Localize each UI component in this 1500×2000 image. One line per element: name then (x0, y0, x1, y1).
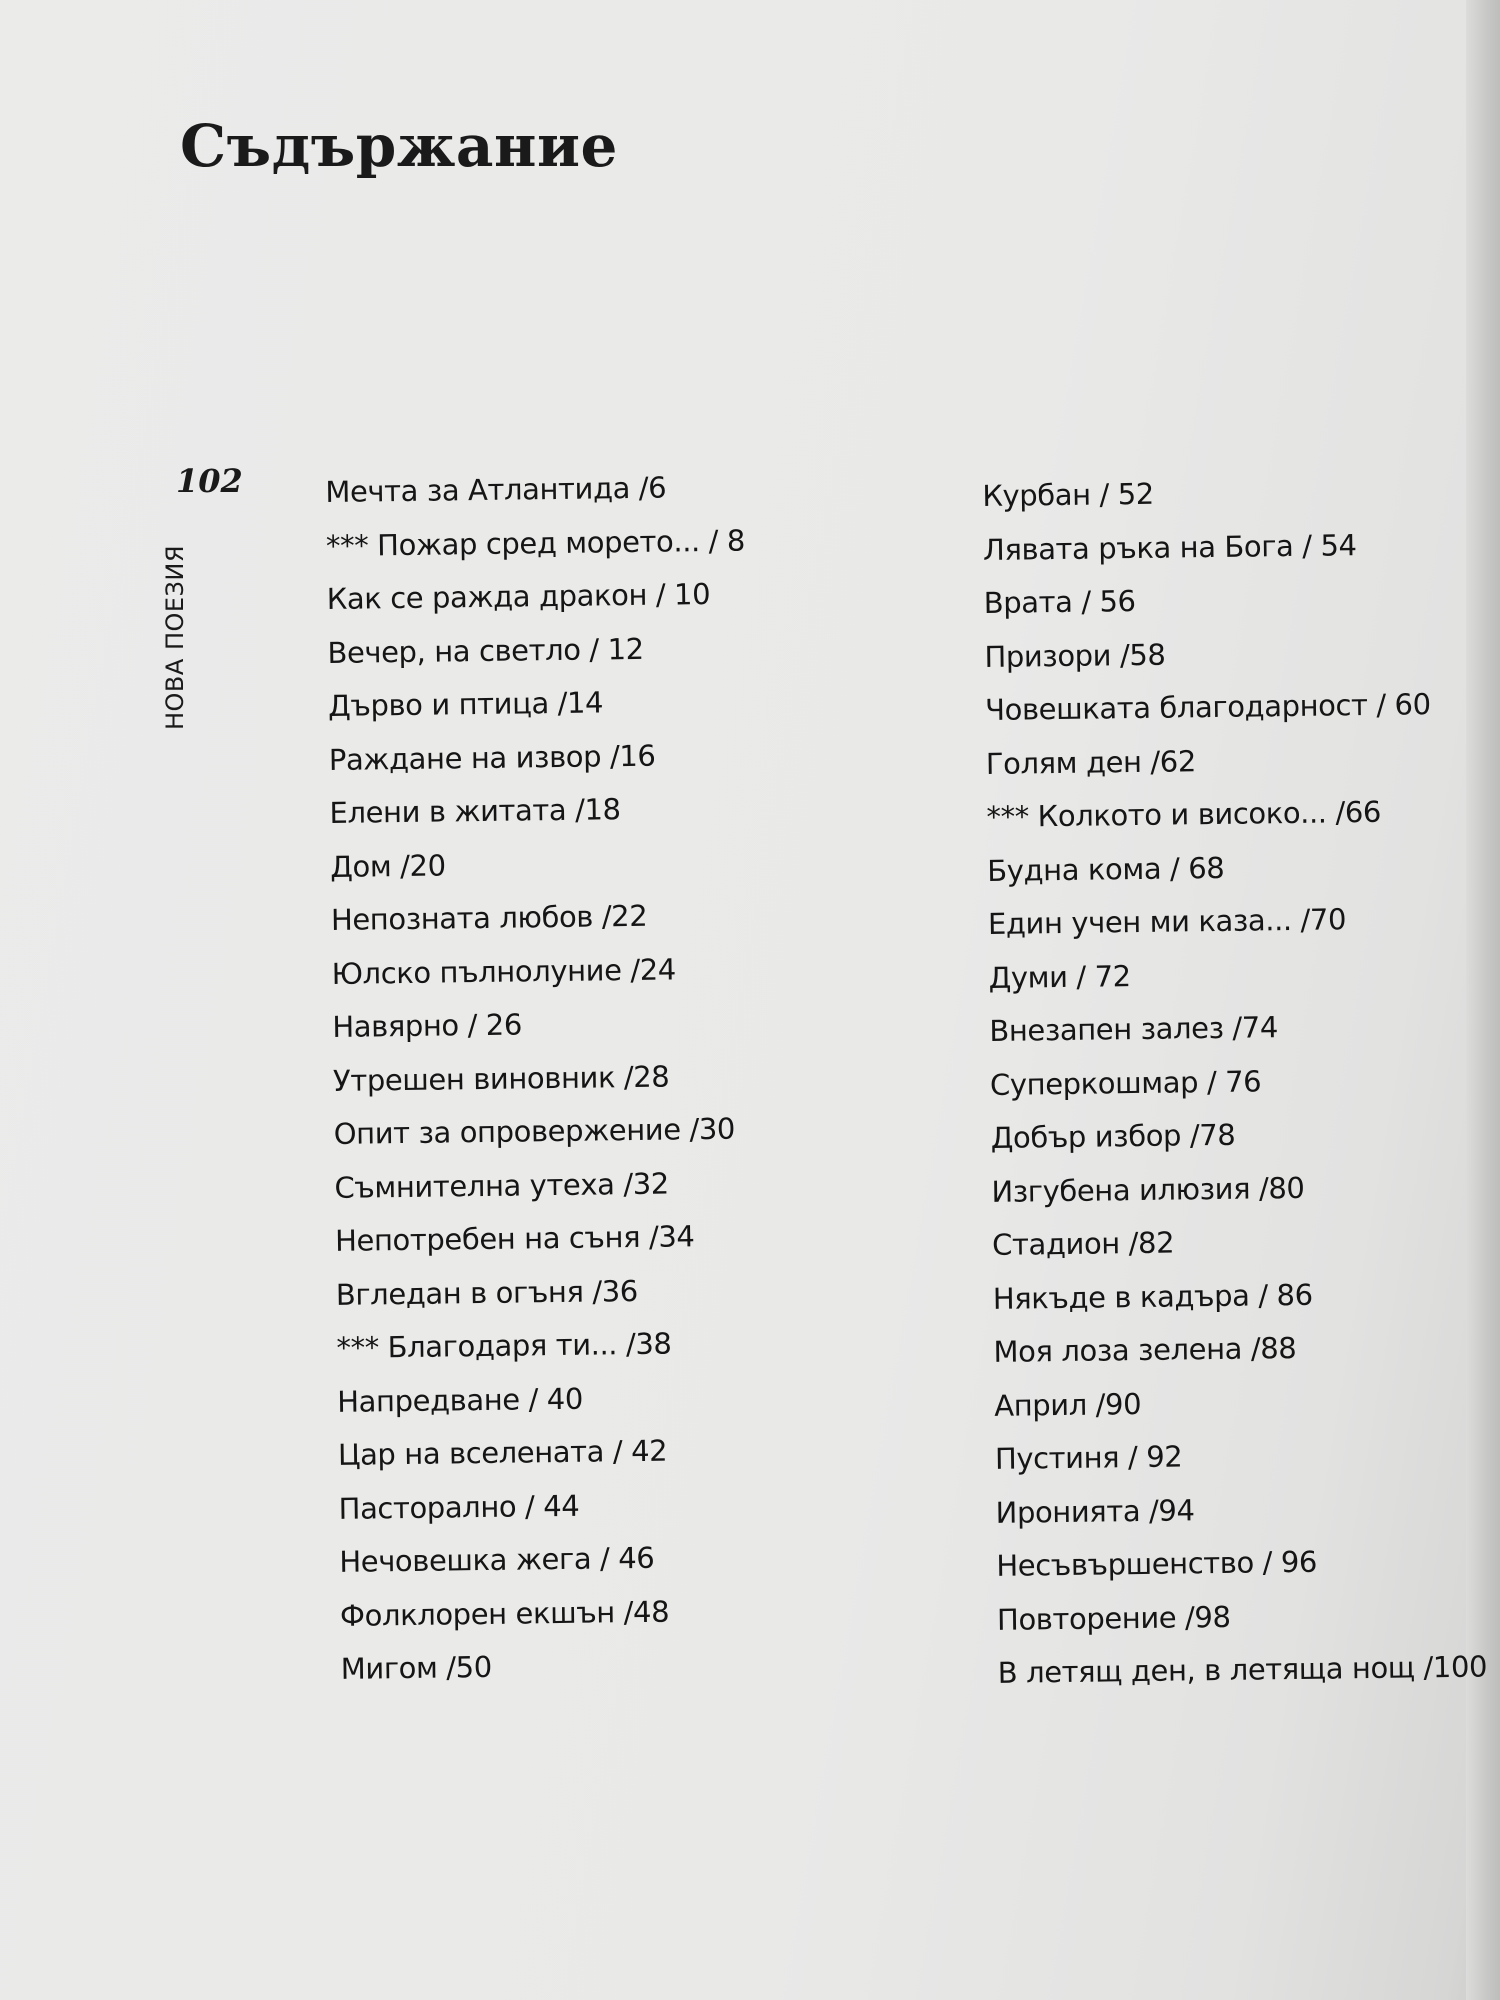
toc-entry-title: *** Благодаря ти... (336, 1327, 618, 1365)
toc-entry-page: / 52 (1099, 476, 1155, 512)
toc-entry-page: /34 (648, 1219, 695, 1254)
toc-entry (985, 678, 1475, 738)
toc-entry-title: Елени в житата (329, 792, 567, 830)
toc-entry (986, 785, 1476, 845)
toc-entry (983, 571, 1473, 631)
toc-entry-title: Стадион (991, 1226, 1121, 1262)
toc-entry-page: /18 (574, 792, 621, 827)
toc-entry-page: / 44 (524, 1488, 580, 1523)
toc-entry-title: Моя лоза зелена (993, 1331, 1243, 1369)
toc-entry (990, 1106, 1480, 1166)
toc-entry-title: Фолклорен екшън (339, 1594, 616, 1633)
toc-entry (995, 1427, 1485, 1487)
toc-entry (327, 621, 747, 680)
toc-entry-page: / 76 (1206, 1063, 1262, 1099)
toc-entry-title: Суперкошмар (989, 1064, 1199, 1102)
toc-entry-title: Несъвършенство (996, 1545, 1255, 1583)
toc-entry-page: / 26 (467, 1007, 523, 1043)
toc-entry (992, 1213, 1482, 1273)
toc-entry-title: Призори (984, 637, 1112, 674)
toc-entry (340, 1584, 760, 1643)
toc-entry (336, 1316, 756, 1375)
toc-entry-page: /50 (446, 1649, 493, 1685)
toc-entry (989, 999, 1479, 1059)
toc-entry-title: Напредване (337, 1382, 520, 1419)
toc-entry (336, 1263, 756, 1322)
toc-entry-page: /98 (1184, 1599, 1231, 1634)
toc-entry-page: /100 (1423, 1649, 1488, 1685)
toc-entry-title: Как се ражда дракон (326, 577, 648, 616)
toc-entry (996, 1534, 1486, 1594)
toc-entry-title: Вгледан в огъня (335, 1274, 584, 1312)
toc-entry-page: /38 (625, 1326, 672, 1362)
toc-entry-title: Непозната любов (330, 899, 594, 937)
toc-entry-title: Опит за опровержение (333, 1112, 681, 1151)
toc-entry-page: / 54 (1302, 527, 1357, 563)
toc-entry (333, 1102, 753, 1161)
toc-entry-page: / 10 (655, 576, 711, 612)
page-number: 102 (176, 462, 243, 500)
toc-entry-title: Повторение (996, 1600, 1177, 1637)
toc-entry-page: /66 (1335, 794, 1382, 830)
toc-entry (333, 1049, 753, 1108)
toc-entry (332, 995, 752, 1054)
toc-entry-page: / 68 (1169, 850, 1225, 886)
toc-entry-title: Думи (988, 959, 1068, 995)
toc-entry (328, 674, 748, 733)
toc-entry-page: /36 (592, 1273, 639, 1309)
toc-entry-title: Внезапен залез (989, 1010, 1224, 1048)
toc-entry-title: Човешката благодарност (984, 687, 1368, 727)
toc-entry (329, 728, 749, 787)
toc-entry-title: Пасторално (338, 1489, 517, 1526)
toc-entry-page: /24 (630, 951, 677, 987)
toc-entry-title: Един учен ми каза... (987, 902, 1292, 941)
running-head: НОВА ПОЕЗИЯ (161, 544, 189, 730)
toc-entry (990, 1052, 1480, 1112)
toc-entry-title: Раждане на извор (328, 738, 602, 777)
toc-entry-title: Врата (983, 584, 1073, 620)
toc-entry (329, 781, 749, 840)
toc-entry (335, 1209, 755, 1268)
toc-entry (340, 1637, 760, 1696)
toc-entry-title: Цар на вселената (337, 1434, 605, 1472)
toc-entry-title: *** Колкото и високо... (986, 795, 1327, 834)
toc-entry-page: /16 (609, 738, 656, 773)
toc-entry-page: / 60 (1376, 687, 1431, 722)
toc-entry (988, 945, 1478, 1005)
toc-entry-page: /48 (623, 1594, 670, 1629)
toc-entry (994, 1373, 1484, 1433)
toc-entry (995, 1480, 1485, 1540)
toc-entry-title: Голям ден (985, 744, 1142, 781)
toc-entry (982, 464, 1472, 524)
toc-entry-title: Юлско пълнолуние (331, 952, 622, 991)
toc-entry-page: /82 (1128, 1225, 1175, 1261)
toc-entry-page: / 12 (589, 631, 644, 667)
toc-entry-page: /58 (1119, 637, 1166, 672)
toc-entry-page: / 92 (1127, 1439, 1183, 1475)
toc-entry-title: Дом (330, 848, 392, 884)
toc-entry (326, 514, 746, 573)
toc-entry (997, 1587, 1487, 1647)
toc-entry-page: / 8 (708, 523, 746, 558)
toc-entry (993, 1266, 1483, 1326)
toc-entry (338, 1423, 758, 1482)
toc-entry (331, 942, 751, 1001)
page-title: Съдържание (180, 112, 618, 180)
toc-entry-page: /30 (689, 1111, 736, 1147)
toc-entry-title: Вечер, на светло (327, 632, 581, 670)
toc-entry (326, 568, 746, 627)
toc-entry-page: / 72 (1076, 958, 1131, 994)
toc-entry-title: Добър избор (990, 1118, 1182, 1155)
toc-entry-title: Курбан (982, 477, 1091, 513)
toc-entry-title: Някъде в кадъра (992, 1278, 1250, 1316)
toc-entry-page: /94 (1148, 1492, 1195, 1528)
toc-entry-title: Навярно (332, 1008, 459, 1044)
toc-entry-page: /28 (623, 1059, 670, 1094)
toc-entry (339, 1530, 759, 1589)
toc-entry (334, 1156, 754, 1215)
toc-entry-page: /90 (1095, 1386, 1142, 1422)
toc-entry (325, 461, 745, 520)
toc-entry (993, 1320, 1483, 1380)
toc-entry-title: Иронията (995, 1493, 1141, 1530)
toc-entry (997, 1640, 1487, 1700)
toc-entry-title: Дърво и птица (327, 686, 550, 723)
toc-entry-page: /88 (1250, 1330, 1297, 1366)
toc-entry-page: /70 (1300, 902, 1347, 937)
toc-entry-page: / 96 (1262, 1544, 1318, 1580)
toc-entry (338, 1477, 758, 1536)
toc-entry-page: /78 (1189, 1117, 1236, 1153)
toc-entry (331, 888, 751, 947)
toc-entry (337, 1370, 757, 1429)
toc-entry-page: / 86 (1258, 1277, 1313, 1312)
toc-entry (988, 892, 1478, 952)
toc-entry (330, 835, 750, 894)
toc-column-left (325, 461, 760, 1697)
toc-entry-title: *** Пожар сред морето... (325, 523, 701, 563)
toc-entry (986, 731, 1476, 791)
toc-entry-title: В летящ ден, в летяща нощ (997, 1650, 1415, 1690)
toc-entry-page: / 42 (612, 1433, 668, 1469)
toc-entry (983, 517, 1473, 577)
toc-entry-title: Непотребен на съня (334, 1219, 641, 1258)
toc-entry-title: Мигом (340, 1650, 438, 1686)
toc-entry-title: Пустиня (994, 1440, 1120, 1476)
toc-entry-title: Изгубена илюзия (991, 1171, 1251, 1209)
toc-entry (987, 838, 1477, 898)
toc-entry-page: / 40 (528, 1381, 584, 1416)
toc-entry (984, 624, 1474, 684)
toc-entry-page: /80 (1258, 1170, 1305, 1205)
toc-entry-page: / 56 (1081, 584, 1136, 619)
toc-entry-title: Лявата ръка на Бога (982, 528, 1294, 567)
toc-entry-page: / 46 (599, 1540, 655, 1576)
toc-entry-page: /22 (601, 898, 648, 934)
toc-entry-page: /32 (623, 1166, 670, 1201)
toc-entry-page: /62 (1150, 743, 1197, 779)
toc-entry-page: /74 (1232, 1010, 1279, 1045)
toc-entry-page: /20 (399, 847, 446, 883)
toc-column-right (982, 464, 1487, 1701)
toc-entry-title: Съмнителна утеха (334, 1166, 615, 1205)
toc-entry-title: Утрешен виновник (332, 1059, 616, 1098)
toc-entry-title: Април (994, 1387, 1088, 1423)
toc-entry-title: Мечта за Атлантида (325, 471, 631, 509)
toc-entry-page: /6 (638, 470, 667, 505)
toc-entry-page: /14 (557, 685, 604, 720)
toc-entry-title: Нечовешка жега (339, 1541, 592, 1579)
toc-entry-title: Будна кома (987, 851, 1162, 888)
toc-entry (991, 1159, 1481, 1219)
